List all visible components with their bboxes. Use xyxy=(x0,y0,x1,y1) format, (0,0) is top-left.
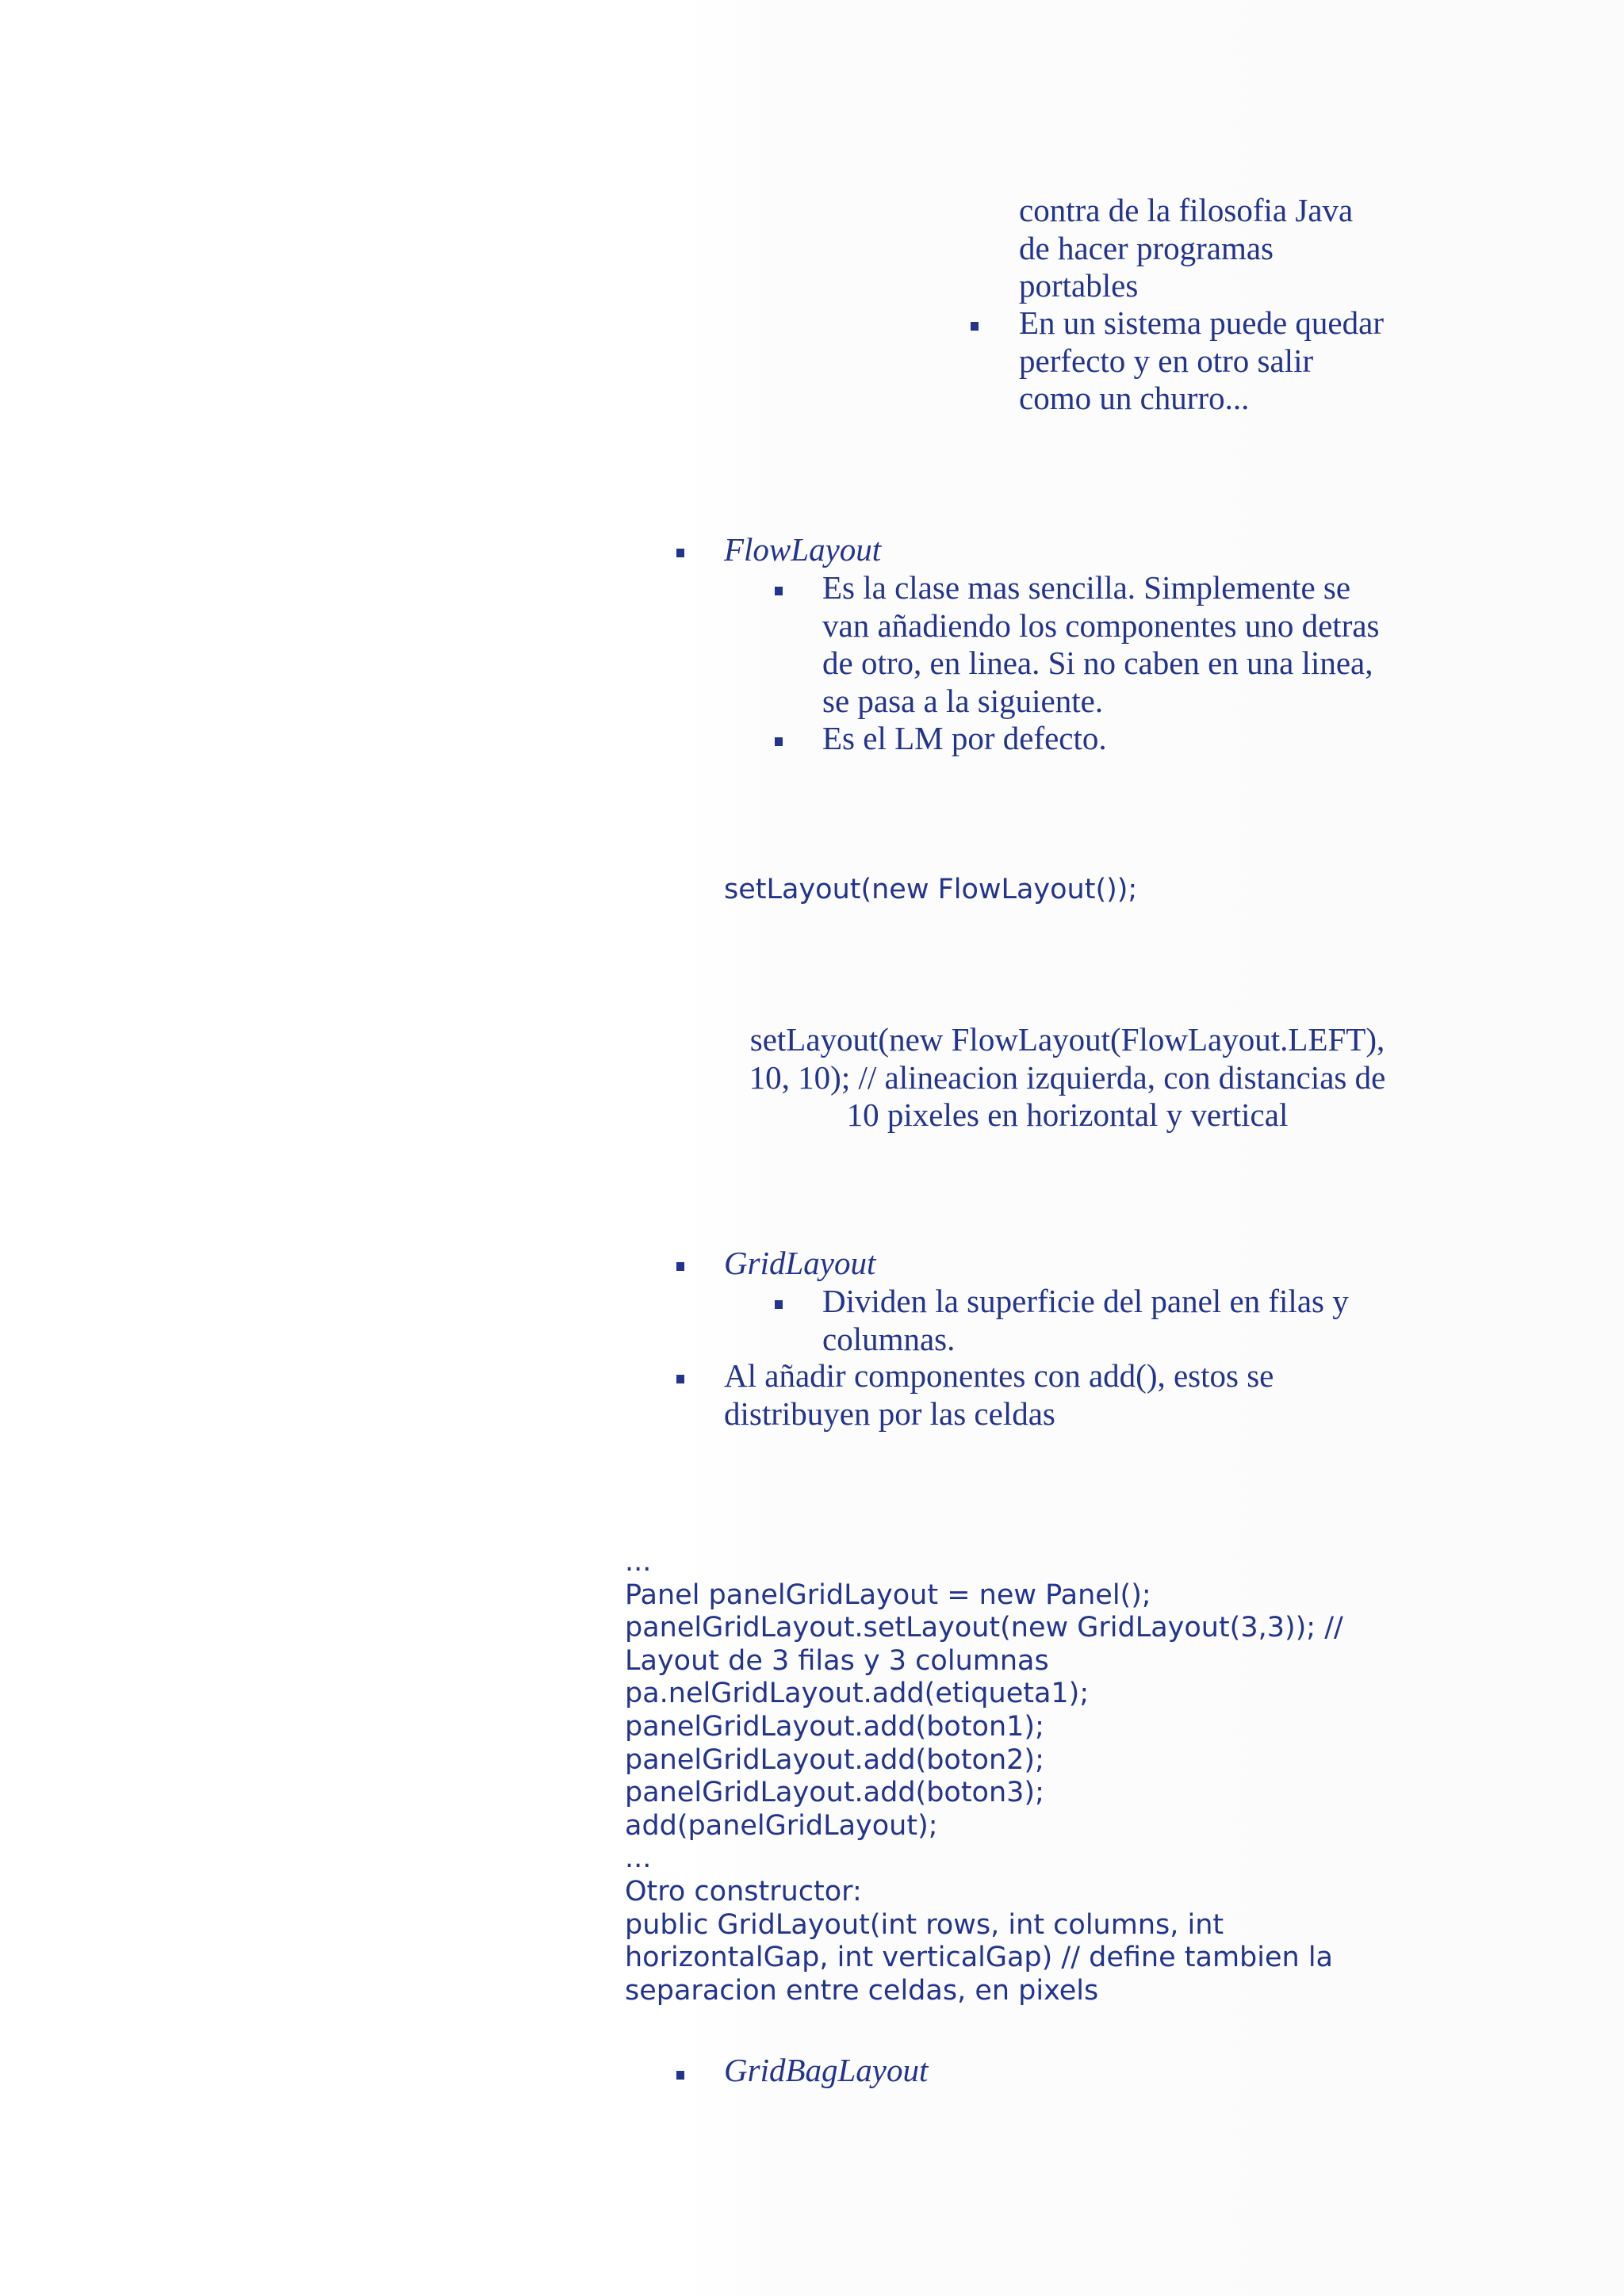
text-line: 10, 10); // alineacion izquierda, con distancias de xyxy=(749,1058,1386,1096)
code-line: ... xyxy=(625,1843,652,1875)
flowlayout-description xyxy=(822,569,1380,720)
code-line: panelGridLayout.add(boton3); xyxy=(625,1777,1044,1809)
bullet-marker xyxy=(971,322,979,331)
code-line: ... xyxy=(625,1546,652,1578)
flowlayout-heading: FlowLayout xyxy=(724,531,882,568)
code-line: public GridLayout(int rows, int columns, int xyxy=(625,1908,1224,1941)
bullet-marker xyxy=(775,737,783,746)
code-line: horizontalGap, int verticalGap) // define tambien la xyxy=(625,1942,1333,1974)
code-line: Otro constructor: xyxy=(625,1875,862,1908)
flowlayout-code-simple: setLayout(new FlowLayout()); xyxy=(724,874,1138,905)
text-line: como un churro... xyxy=(1019,380,1250,416)
text-line: portables xyxy=(1019,267,1139,304)
text-line: distribuyen por las celdas xyxy=(724,1395,1055,1432)
flowlayout-code-aligned xyxy=(738,1021,1396,1135)
gridlayout-code-block xyxy=(625,1546,1343,2007)
gridlayout-description xyxy=(822,1283,1349,1358)
text-line: contra de la filosofia Java xyxy=(1019,192,1354,228)
continuation-paragraph xyxy=(1019,192,1353,305)
gridlayout-add-note xyxy=(724,1357,1274,1433)
text-line: van añadiendo los componentes uno detras xyxy=(822,607,1380,644)
text-line: de otro, en linea. Si no caben en una linea, xyxy=(822,645,1373,681)
text-line: Dividen la superficie del panel en filas y xyxy=(822,1283,1349,1319)
gridbaglayout-heading: GridBagLayout xyxy=(724,2052,929,2088)
text-line: columnas. xyxy=(822,1320,956,1357)
text-line: Es la clase mas sencilla. Simplemente se xyxy=(822,569,1351,606)
text-line: Al añadir componentes con add(), estos se xyxy=(724,1357,1274,1394)
text-line: de hacer programas xyxy=(1019,229,1274,266)
bullet-marker xyxy=(676,1375,684,1383)
gridlayout-heading: GridLayout xyxy=(724,1245,876,1281)
text-line: perfecto y en otro salir xyxy=(1019,342,1314,379)
bullet-item-portability xyxy=(1019,304,1384,418)
code-line: panelGridLayout.add(boton1); xyxy=(625,1710,1044,1743)
bullet-marker xyxy=(775,587,783,595)
flowlayout-default-note: Es el LM por defecto. xyxy=(822,720,1107,756)
bullet-marker xyxy=(775,1300,783,1309)
code-line: pa.nelGridLayout.add(etiqueta1); xyxy=(625,1678,1090,1710)
code-line: Panel panelGridLayout = new Panel(); xyxy=(625,1578,1151,1611)
code-line: add(panelGridLayout); xyxy=(625,1809,938,1842)
code-line: panelGridLayout.add(boton2); xyxy=(625,1743,1044,1776)
code-line: Layout de 3 filas y 3 columnas xyxy=(625,1644,1049,1677)
bullet-marker xyxy=(676,549,684,557)
text-line: 10 pixeles en horizontal y vertical xyxy=(846,1096,1289,1133)
bullet-marker xyxy=(676,1262,684,1271)
text-line: setLayout(new FlowLayout(FlowLayout.LEFT), xyxy=(749,1021,1385,1058)
code-line: panelGridLayout.setLayout(new GridLayout(3,3)); // xyxy=(625,1612,1343,1644)
text-line: se pasa a la siguiente. xyxy=(822,682,1104,719)
bullet-marker xyxy=(676,2071,684,2080)
text-line: En un sistema puede quedar xyxy=(1019,304,1384,341)
code-line: separacion entre celdas, en pixels xyxy=(625,1974,1099,2007)
